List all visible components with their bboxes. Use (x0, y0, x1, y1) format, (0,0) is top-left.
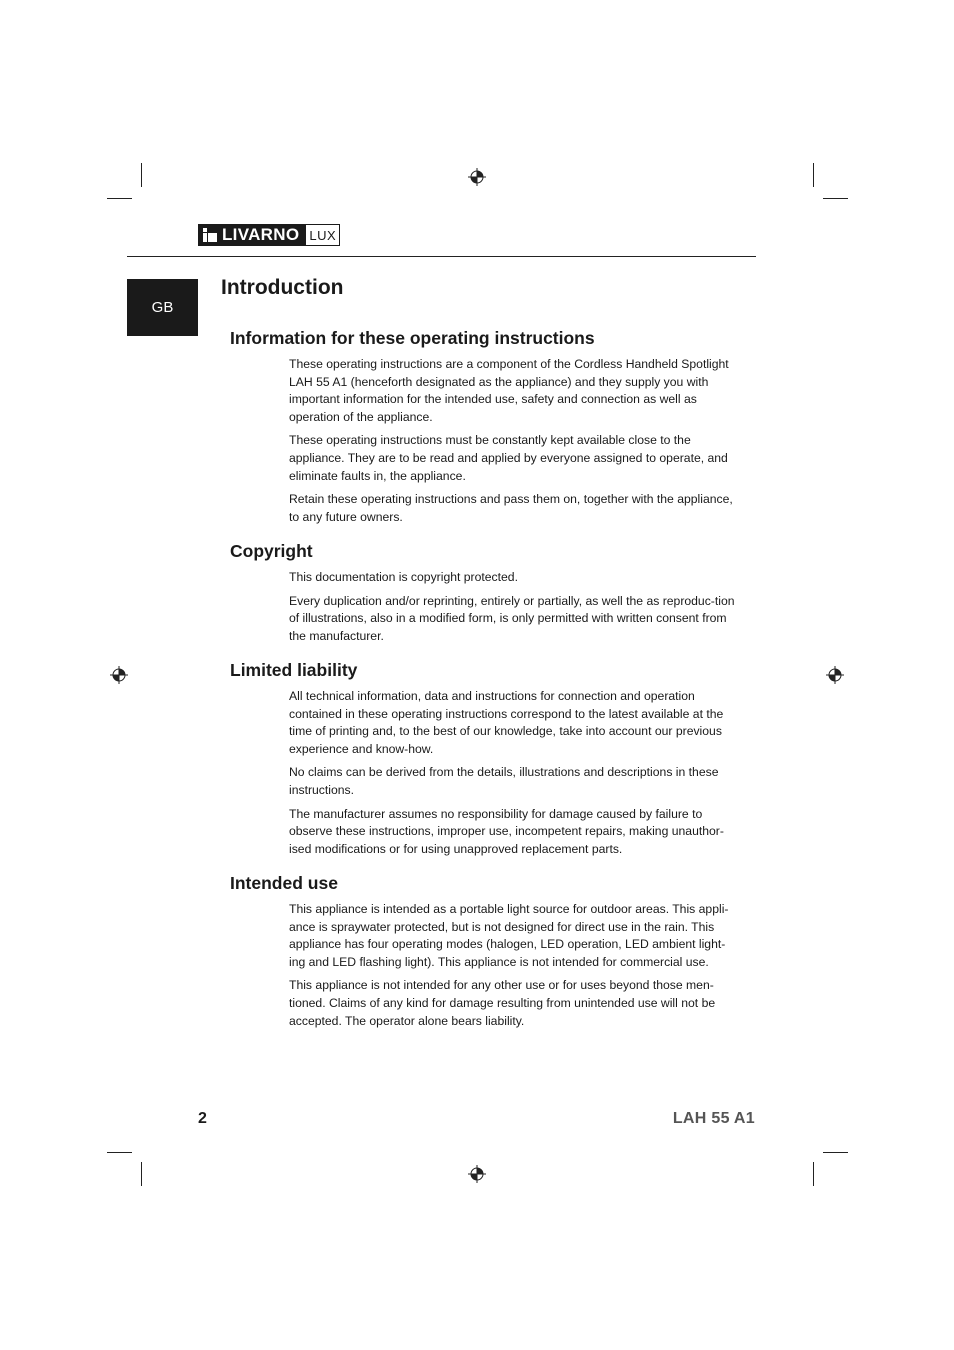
section-copyright (230, 539, 750, 651)
paragraph: These operating instructions are a component of the Cordless Handheld Spotlight LAH 55 A1 (henceforth designated as the appliance) and they supply you with important information for the intended use, safety and connection as well as operation of the appliance. (289, 357, 729, 424)
page-number: 2 (198, 1110, 207, 1127)
language-tab: GB (127, 279, 198, 336)
crop-mark (107, 198, 132, 199)
crop-mark (813, 1162, 814, 1186)
paragraph: These operating instructions must be constantly kept available close to the appliance. They are to be read and applied by everyone assigned to operate, and eliminate faults in, the appliance. (289, 433, 728, 483)
section-heading: Information for these operating instructions (230, 328, 595, 348)
registration-mark-icon (110, 666, 128, 684)
page-title: Introduction (221, 276, 344, 299)
brand-subname: LUX (305, 224, 340, 246)
crop-mark (823, 198, 848, 199)
paragraph: Retain these operating instructions and pass them on, together with the appliance, to any future owners. (289, 492, 733, 524)
crop-mark (823, 1152, 848, 1153)
brand-logo-main (198, 224, 305, 246)
brand-mark-icon (203, 228, 217, 242)
registration-mark-icon (468, 168, 486, 186)
paragraph: No claims can be derived from the details, illustrations and descriptions in these instructions. (289, 765, 719, 797)
section-limited-liability (230, 658, 750, 864)
crop-mark (813, 163, 814, 187)
brand-name: LIVARNO (222, 225, 300, 244)
section-information (230, 326, 750, 532)
model-number: LAH 55 A1 (672, 1110, 755, 1127)
paragraph: This appliance is intended as a portable light source for outdoor areas. This appli-ance is spraywater protected, but is not designed for direct use in the rain. This appliance has four operating modes (halogen, LED operation, LED ambient light-ing and LED flashing light). This appliance is not intended for commercial use. (289, 902, 729, 969)
brand-logo (198, 224, 340, 246)
paragraph: All technical information, data and instructions for connection and operation contained in these operating instructions correspond to the latest available at the time of printing and, to the best of our knowledge, take into account our previous experience and know-how. (289, 689, 724, 756)
section-heading: Copyright (230, 541, 313, 561)
section-intended-use (230, 871, 750, 1036)
crop-mark (141, 1162, 142, 1186)
paragraph: The manufacturer assumes no responsibility for damage caused by failure to observe these instructions, improper use, incompetent repairs, making unauthor-ised modifications or for using unapproved replacement parts. (289, 806, 724, 856)
paragraph: This documentation is copyright protected. (289, 570, 518, 584)
paragraph: This appliance is not intended for any other use or for uses beyond those men-tioned. Claims of any kind for damage resulting from unintended use will not be accepted. The operator alone bears liability. (289, 978, 716, 1028)
registration-mark-icon (468, 1165, 486, 1183)
crop-mark (141, 163, 142, 187)
registration-mark-icon (826, 666, 844, 684)
paragraph: Every duplication and/or reprinting, entirely or partially, as well the as reproduc-tion of illustrations, also in a modified form, is only permitted with written consent from the manufacturer. (289, 593, 735, 643)
header-rule (127, 256, 756, 257)
crop-mark (107, 1152, 132, 1153)
section-heading: Limited liability (230, 660, 358, 680)
section-heading: Intended use (230, 873, 338, 893)
